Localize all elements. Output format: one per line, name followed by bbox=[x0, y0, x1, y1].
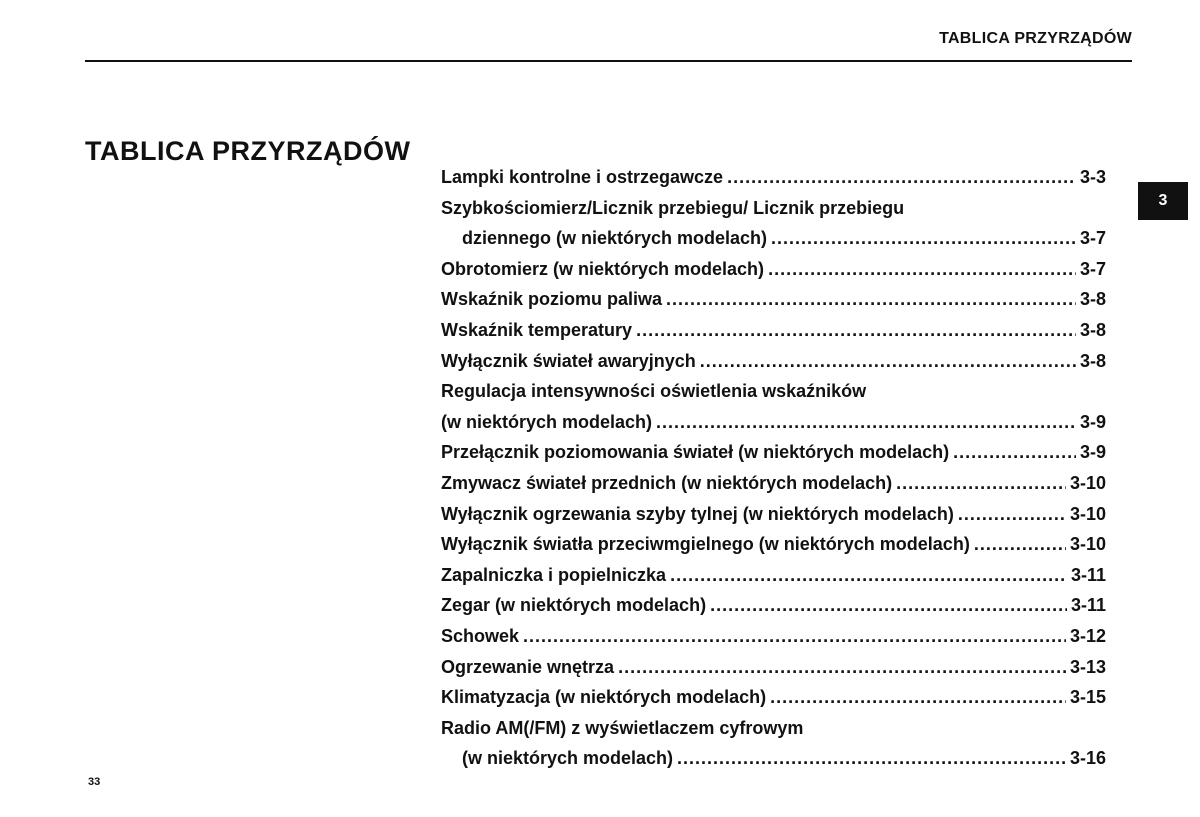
toc-line bbox=[441, 682, 1106, 713]
toc-line bbox=[441, 743, 1106, 774]
toc-page-ref: 3-3 bbox=[1079, 167, 1106, 187]
dot-leader bbox=[771, 223, 1076, 254]
toc-line bbox=[441, 223, 1106, 254]
table-of-contents bbox=[441, 162, 1106, 774]
toc-page-ref: 3-16 bbox=[1069, 748, 1106, 769]
toc-entry[interactable] bbox=[441, 590, 1106, 621]
toc-entry-title: Zmywacz świateł przednich (w niektórych modelach) bbox=[441, 472, 893, 493]
dot-leader bbox=[700, 346, 1076, 377]
toc-line bbox=[441, 529, 1106, 560]
dot-leader bbox=[523, 621, 1066, 652]
toc-page-ref: 3-9 bbox=[1079, 411, 1106, 432]
toc-entry-title: Wyłącznik świateł awaryjnych bbox=[441, 350, 696, 371]
toc-page-ref: 3-9 bbox=[1079, 442, 1106, 463]
page-title: TABLICA PRZYRZĄDÓW bbox=[85, 136, 411, 166]
toc-page-ref: 3-10 bbox=[1069, 503, 1106, 524]
page-number: 33 bbox=[88, 776, 101, 788]
toc-entry-title: Radio AM(/FM) z wyświetlaczem cyfrowym bbox=[441, 717, 804, 738]
toc-entry[interactable] bbox=[441, 284, 1106, 315]
toc-entry-title: Zapalniczka i popielniczka bbox=[441, 564, 667, 585]
toc-entry-title: Zegar (w niektórych modelach) bbox=[441, 595, 707, 616]
toc-page-ref: 3-10 bbox=[1069, 472, 1106, 493]
toc-page-ref: 3-11 bbox=[1070, 564, 1106, 585]
dot-leader bbox=[670, 560, 1067, 591]
toc-entry-title: Schowek bbox=[441, 625, 520, 646]
toc-line bbox=[441, 468, 1106, 499]
toc-entry[interactable] bbox=[441, 376, 1106, 437]
toc-line bbox=[441, 407, 1106, 438]
toc-line bbox=[441, 499, 1106, 530]
toc-entry-title: Klimatyzacja (w niektórych modelach) bbox=[441, 687, 767, 708]
toc-entry-title: Szybkościomierz/Licznik przebiegu/ Licznik przebiegu bbox=[441, 197, 905, 218]
toc-entry[interactable] bbox=[441, 682, 1106, 713]
toc-line bbox=[441, 193, 1106, 224]
toc-line bbox=[441, 315, 1106, 346]
toc-line bbox=[441, 376, 1106, 407]
toc-entry[interactable] bbox=[441, 162, 1106, 193]
toc-entry[interactable] bbox=[441, 193, 1106, 254]
toc-line bbox=[441, 284, 1106, 315]
toc-line bbox=[441, 254, 1106, 285]
dot-leader bbox=[677, 743, 1066, 774]
dot-leader bbox=[953, 437, 1076, 468]
toc-page-ref: 3-15 bbox=[1069, 687, 1106, 708]
toc-page-ref: 3-11 bbox=[1070, 595, 1106, 616]
dot-leader bbox=[710, 590, 1067, 621]
toc-entry-title: Przełącznik poziomowania świateł (w niektórych modelach) bbox=[441, 442, 950, 463]
toc-entry-title: Ogrzewanie wnętrza bbox=[441, 656, 615, 677]
toc-line bbox=[441, 560, 1106, 591]
dot-leader bbox=[727, 162, 1076, 193]
toc-entry-title: Wskaźnik poziomu paliwa bbox=[441, 289, 663, 310]
dot-leader bbox=[974, 529, 1066, 560]
toc-entry-title: Obrotomierz (w niektórych modelach) bbox=[441, 258, 765, 279]
dot-leader bbox=[896, 468, 1066, 499]
toc-entry[interactable] bbox=[441, 652, 1106, 683]
toc-entry[interactable] bbox=[441, 560, 1106, 591]
toc-entry[interactable] bbox=[441, 621, 1106, 652]
dot-leader bbox=[768, 254, 1076, 285]
toc-line bbox=[441, 346, 1106, 377]
toc-line bbox=[441, 162, 1106, 193]
toc-page-ref: 3-10 bbox=[1069, 534, 1106, 555]
dot-leader bbox=[666, 284, 1076, 315]
toc-entry-title: Wskaźnik temperatury bbox=[441, 319, 633, 340]
dot-leader bbox=[618, 652, 1066, 683]
toc-entry-title: (w niektórych modelach) bbox=[441, 411, 653, 432]
toc-page-ref: 3-7 bbox=[1079, 228, 1106, 249]
toc-line bbox=[441, 713, 1106, 744]
toc-page-ref: 3-13 bbox=[1069, 656, 1106, 677]
toc-entry-title: Wyłącznik ogrzewania szyby tylnej (w niektórych modelach) bbox=[441, 503, 954, 524]
toc-page-ref: 3-12 bbox=[1069, 625, 1106, 646]
toc-line bbox=[441, 652, 1106, 683]
toc-entry[interactable] bbox=[441, 315, 1106, 346]
dot-leader bbox=[770, 682, 1066, 713]
header-rule bbox=[85, 60, 1132, 62]
toc-entry-title: Regulacja intensywności oświetlenia wskaźników bbox=[441, 381, 867, 402]
dot-leader bbox=[958, 499, 1066, 530]
running-header: TABLICA PRZYRZĄDÓW bbox=[939, 30, 1132, 47]
toc-line bbox=[441, 590, 1106, 621]
toc-entry-title: Lampki kontrolne i ostrzegawcze bbox=[441, 167, 724, 187]
toc-entry-title: dziennego (w niektórych modelach) bbox=[462, 228, 768, 249]
toc-entry[interactable] bbox=[441, 529, 1106, 560]
toc-page-ref: 3-8 bbox=[1079, 350, 1106, 371]
toc-entry-title: (w niektórych modelach) bbox=[462, 748, 674, 769]
toc-entry[interactable] bbox=[441, 437, 1106, 468]
dot-leader bbox=[656, 407, 1076, 438]
toc-line bbox=[441, 437, 1106, 468]
toc-entry[interactable] bbox=[441, 499, 1106, 530]
toc-page-ref: 3-8 bbox=[1079, 319, 1106, 340]
toc-entry[interactable] bbox=[441, 713, 1106, 774]
toc-entry[interactable] bbox=[441, 468, 1106, 499]
toc-entry[interactable] bbox=[441, 346, 1106, 377]
toc-line bbox=[441, 621, 1106, 652]
chapter-tab: 3 bbox=[1138, 182, 1188, 220]
toc-entry[interactable] bbox=[441, 254, 1106, 285]
toc-entry-title: Wyłącznik światła przeciwmgielnego (w niektórych modelach) bbox=[441, 534, 970, 555]
toc-page-ref: 3-7 bbox=[1079, 258, 1106, 279]
toc-page-ref: 3-8 bbox=[1079, 289, 1106, 310]
dot-leader bbox=[636, 315, 1076, 346]
